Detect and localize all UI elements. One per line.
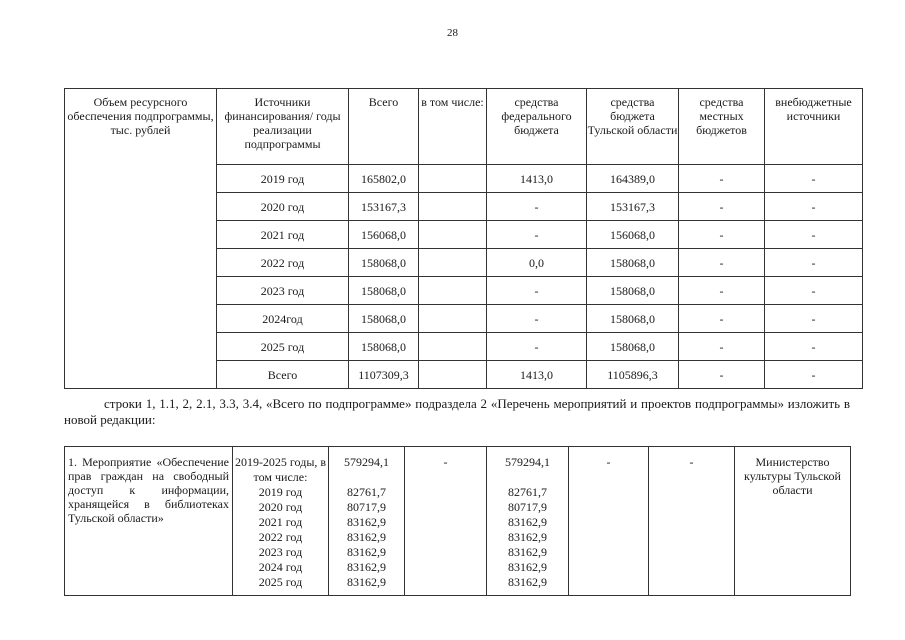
period-list	[233, 455, 328, 590]
federal-cell: -	[487, 277, 587, 305]
year-value: 82761,7	[508, 485, 547, 499]
total-cell: 153167,3	[349, 193, 419, 221]
resource-table-header	[65, 89, 863, 165]
including-header: в том числе:	[419, 89, 487, 165]
regional-cell: 153167,3	[587, 193, 679, 221]
extrabudget-cell: -	[765, 221, 863, 249]
local-cell: -	[569, 447, 649, 596]
regional-cell: 158068,0	[587, 333, 679, 361]
local-cell: -	[679, 305, 765, 333]
local-cell: -	[679, 361, 765, 389]
local-cell: -	[679, 277, 765, 305]
year-label: 2021 год	[258, 515, 303, 529]
sources-header: Источники финансирования/ годы реализации подпрограммы	[217, 89, 349, 165]
year-value: 83162,9	[347, 575, 386, 589]
year-label: 2019 год	[258, 485, 303, 499]
year-label: 2020 год	[258, 500, 303, 514]
extrabudget-cell: -	[765, 249, 863, 277]
federal-header: средства федерального бюджета	[487, 89, 587, 165]
year-value: 83162,9	[508, 575, 547, 589]
total-cell: 156068,0	[349, 221, 419, 249]
year-value: 80717,9	[508, 500, 547, 514]
local-cell: -	[679, 193, 765, 221]
extrabudget-cell: -	[765, 193, 863, 221]
federal-cell: -	[487, 193, 587, 221]
extrabudget-cell: -	[765, 277, 863, 305]
year-value: 83162,9	[508, 515, 547, 529]
total-cell	[329, 447, 405, 596]
year-cell: 2023 год	[217, 277, 349, 305]
including-cell	[419, 249, 487, 277]
regional-cell: 164389,0	[587, 165, 679, 193]
year-value: 80717,9	[347, 500, 386, 514]
including-cell	[419, 361, 487, 389]
total-list	[329, 455, 404, 590]
regional-cell	[487, 447, 569, 596]
local-cell: -	[679, 249, 765, 277]
federal-cell: 0,0	[487, 249, 587, 277]
extrabudget-header: внебюджетные источники	[765, 89, 863, 165]
resource-volume-label: Объем ресурсного обеспечения подпрограммы, тыс. рублей	[65, 89, 217, 389]
year-value: 83162,9	[347, 545, 386, 559]
total-cell: 158068,0	[349, 305, 419, 333]
year-cell: 2020 год	[217, 193, 349, 221]
federal-cell: -	[405, 447, 487, 596]
executor-cell: Министерство культуры Тульской области	[735, 447, 851, 596]
instruction-paragraph: строки 1, 1.1, 2, 2.1, 3.3, 3.4, «Всего по подпрограмме» подраздела 2 «Перечень мероприятий и проектов подпрограммы» изложить в новой редакции:	[64, 396, 850, 427]
local-cell: -	[679, 165, 765, 193]
activities-table	[64, 446, 851, 596]
year-value: 83162,9	[347, 560, 386, 574]
period-label: 2019-2025 годы, в том числе:	[234, 455, 327, 484]
regional-cell: 158068,0	[587, 277, 679, 305]
year-label: 2022 год	[258, 530, 303, 544]
regional-cell: 158068,0	[587, 305, 679, 333]
year-cell: Всего	[217, 361, 349, 389]
year-value: 83162,9	[347, 530, 386, 544]
page-number: 28	[447, 27, 458, 39]
activity-cell: 1. Мероприятие «Обеспечение прав граждан на свободный доступ к информации, хранящейся в библиотеках Тульской области»	[65, 447, 233, 596]
local-cell: -	[679, 333, 765, 361]
including-cell	[419, 221, 487, 249]
including-cell	[419, 277, 487, 305]
regional-header: средства бюджета Тульской области	[587, 89, 679, 165]
federal-cell: -	[487, 333, 587, 361]
year-label: 2025 год	[258, 575, 303, 589]
total-cell: 158068,0	[349, 277, 419, 305]
year-value: 83162,9	[508, 530, 547, 544]
total-cell: 1107309,3	[349, 361, 419, 389]
year-cell: 2024год	[217, 305, 349, 333]
year-value: 83162,9	[508, 560, 547, 574]
total-cell: 165802,0	[349, 165, 419, 193]
federal-cell: -	[487, 305, 587, 333]
year-cell: 2022 год	[217, 249, 349, 277]
table-row	[65, 447, 851, 596]
federal-cell: 1413,0	[487, 361, 587, 389]
extrabudget-cell: -	[765, 305, 863, 333]
total-cell: 158068,0	[349, 249, 419, 277]
year-label: 2024 год	[258, 560, 303, 574]
year-cell: 2019 год	[217, 165, 349, 193]
federal-cell: 1413,0	[487, 165, 587, 193]
local-cell: -	[679, 221, 765, 249]
total-value: 579294,1	[344, 455, 389, 469]
including-cell	[419, 193, 487, 221]
regional-list	[487, 455, 568, 590]
including-cell	[419, 333, 487, 361]
year-value: 83162,9	[508, 545, 547, 559]
regional-cell: 156068,0	[587, 221, 679, 249]
period-cell	[233, 447, 329, 596]
extrabudget-cell: -	[765, 333, 863, 361]
extrabudget-cell: -	[649, 447, 735, 596]
year-label: 2023 год	[258, 545, 303, 559]
federal-cell: -	[487, 221, 587, 249]
regional-cell: 158068,0	[587, 249, 679, 277]
including-cell	[419, 165, 487, 193]
including-cell	[419, 305, 487, 333]
total-cell: 158068,0	[349, 333, 419, 361]
extrabudget-cell: -	[765, 165, 863, 193]
resource-table	[64, 88, 863, 389]
year-value: 83162,9	[347, 515, 386, 529]
extrabudget-cell: -	[765, 361, 863, 389]
year-value: 82761,7	[347, 485, 386, 499]
total-header: Всего	[349, 89, 419, 165]
year-cell: 2025 год	[217, 333, 349, 361]
local-header: средства местных бюджетов	[679, 89, 765, 165]
regional-total: 579294,1	[505, 455, 550, 469]
year-cell: 2021 год	[217, 221, 349, 249]
regional-cell: 1105896,3	[587, 361, 679, 389]
